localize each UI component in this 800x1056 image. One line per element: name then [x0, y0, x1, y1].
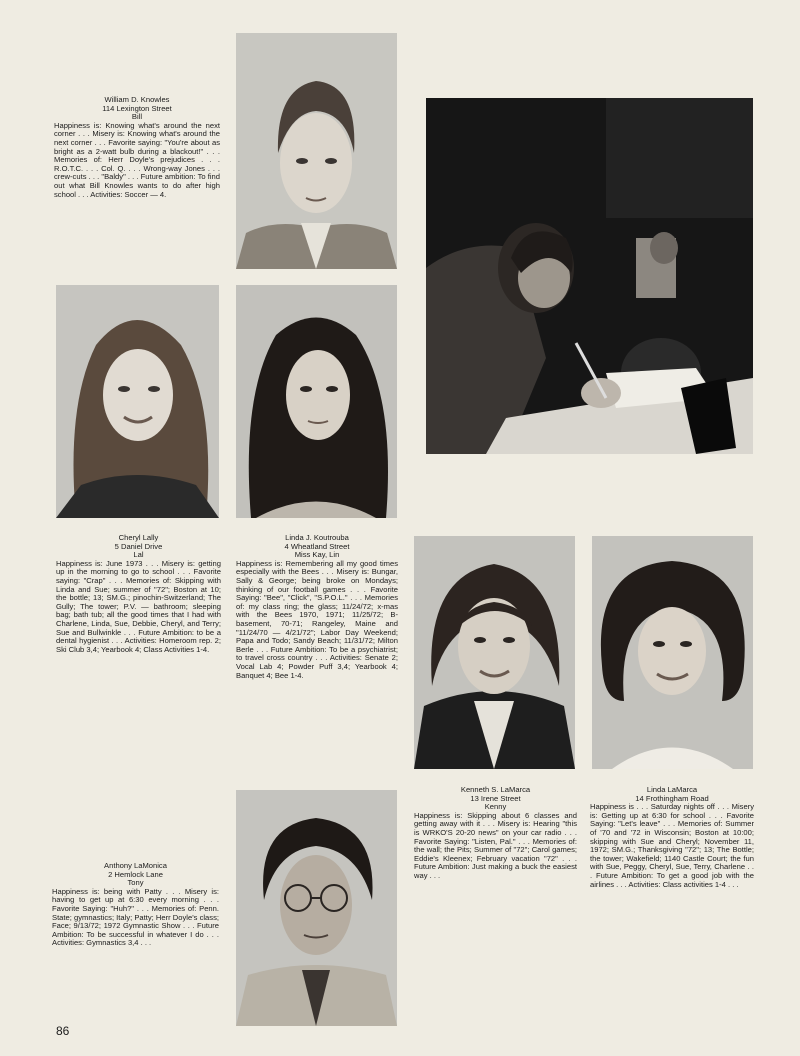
student-bio-text: Happiness is: Skipping about 6 classes and getting away with it . . . Misery is: Hearing "this is WRKO'S 20-20 news" on your car radio . . . Favorite Saying: "Listen, Pal." . . . Memories of: the wall; the Pits; Summer of "72"; Carol games; Eddie's Kleenex; February vacation "72" . . . Future Ambition: Just making a buck the easiest way . . . — [414, 810, 577, 880]
bio-kenneth-lamarca — [414, 786, 577, 881]
bio-anthony-lamonica — [52, 862, 219, 948]
student-name: Kenneth S. LaMarca — [460, 785, 531, 794]
student-address: 14 Frothingham Road — [635, 793, 709, 803]
student-name: Linda J. Koutrouba — [285, 533, 349, 542]
portrait-linda-koutrouba — [236, 285, 397, 518]
student-bio-text: Happiness is: being with Patty . . . Misery is: having to get up at 6:30 every morning . . . Favorite Saying: "Huh?" . . . Memories of: Penn. State; gymnastics; Italy; Patty; Herr Doyle's class; Face; 9/13/72; 1972 Gymnastic Show . . . Future Ambition: To be successful in whatever I do . . . Activities: Gymnastics 3,4 . . . — [52, 886, 219, 948]
student-name: Cheryl Lally — [118, 533, 159, 542]
student-address: 114 Lexington Street — [102, 103, 172, 113]
student-bio-text: Happiness is: Knowing what's around the next corner . . . Misery is: Knowing what's around the next corner . . . Favorite saying: "You're about as bright as a 2-watt bulb during a blackout!" . . . Memories of: Herr Doyle's prejudices . . . R.O.T.C. . . . Col. Q. . . . Wrong-way Jones . . . crew-cuts . . . "Baldy" . . . Future ambition: To find out what Bill Knowles wants to do after high school . . . Activities: Soccer — 4. — [54, 120, 220, 199]
student-address: 5 Daniel Drive — [114, 541, 163, 551]
student-nickname: Lal — [133, 550, 144, 560]
bio-william-knowles — [54, 96, 220, 199]
bio-cheryl-lally — [56, 534, 221, 654]
student-nickname: Miss Kay, Lin — [294, 550, 340, 560]
student-address: 4 Wheatland Street — [284, 541, 350, 551]
page-number: 86 — [56, 1024, 70, 1038]
candid-photo-student-writing — [426, 98, 753, 454]
student-address: 2 Hemlock Lane — [108, 869, 163, 879]
portrait-linda-lamarca — [592, 536, 753, 769]
portrait-william-knowles — [236, 33, 397, 269]
student-bio-text: Happiness is: Remembering all my good times especially with the Bees . . . Misery is: Bungar, Sally & George; being broke on Mondays; thinking of our football games . . . Favorite Saying: "Bee", "Click", "S.P.O.L." . . . Memories of: my class ring; the glass; 11/24/72; x-mas with the Bees 1970, 1971; 11/25/72; B-basement, 70-71; Rangeley, Maine and "11/24/70 — 4/21/72"; Labor Day Weekend; Papa and Todo; Sandy Beach; 11/31/72; Milton Berle . . . Future Ambition: To be a psychiatrist; to travel cross country . . . Activities: Senate 2; Vocal Lab 4; Powder Puff 3,4; Yearbook 4; Banquet 4; Bee 1-4. — [236, 558, 398, 680]
portrait-kenneth-lamarca — [414, 536, 575, 769]
student-nickname: Kenny — [484, 802, 507, 812]
bio-linda-koutrouba — [236, 534, 398, 680]
student-nickname: Tony — [127, 878, 144, 888]
portrait-anthony-lamonica — [236, 790, 397, 1026]
student-bio-text: Happiness is: June 1973 . . . Misery is: getting up in the morning to go to school . . . Favorite saying: "Crap" . . . Memories of: Skipping with Linda and Sue; summer of "72"; Boston at 10; the bottle; 13; SM.G.; pinochin-Switzerland; The Gully; The tower; P.V. — bathroom; sleeping bag; bath tub; all the good times that I had with Charlene, Linda, Sue, Debbie, Cheryl, and Terry; Sue and Bullwinkle . . . Future Ambition: to be a dental hygienist . . . Activities: Homeroom rep. 2; Ski Club 3,4; Yearbook 4; Class Activities 1-4. — [56, 558, 221, 654]
bio-linda-lamarca — [590, 786, 754, 889]
portrait-cheryl-lally — [56, 285, 219, 518]
student-address: 13 Irene Street — [470, 793, 521, 803]
student-name: Anthony LaMonica — [104, 861, 167, 870]
student-name: Linda LaMarca — [646, 785, 698, 794]
student-nickname: Bill — [131, 112, 143, 122]
student-bio-text: Happiness is . . . Saturday nights off . . . Misery is: Getting up at 6:30 for school . . . Favorite Saying: "Let's leave" . . . Memories of: Summer of '70 and '72 in Wisconsin; Boston at 10:00; skipping with Sue and Cheryl; November 11, 1972; SM.G.; Thanksgiving "72"; 13; The Bottle; the tower; Wakefield; 1140 Castle Court; the fun with Sue, Peggy, Cheryl, Sue, Terry, Charlene . . . Future Ambition: To get a good job with the airlines . . . Activities: Class activities 1-4 . . . — [590, 802, 754, 889]
student-name: William D. Knowles — [104, 95, 170, 104]
